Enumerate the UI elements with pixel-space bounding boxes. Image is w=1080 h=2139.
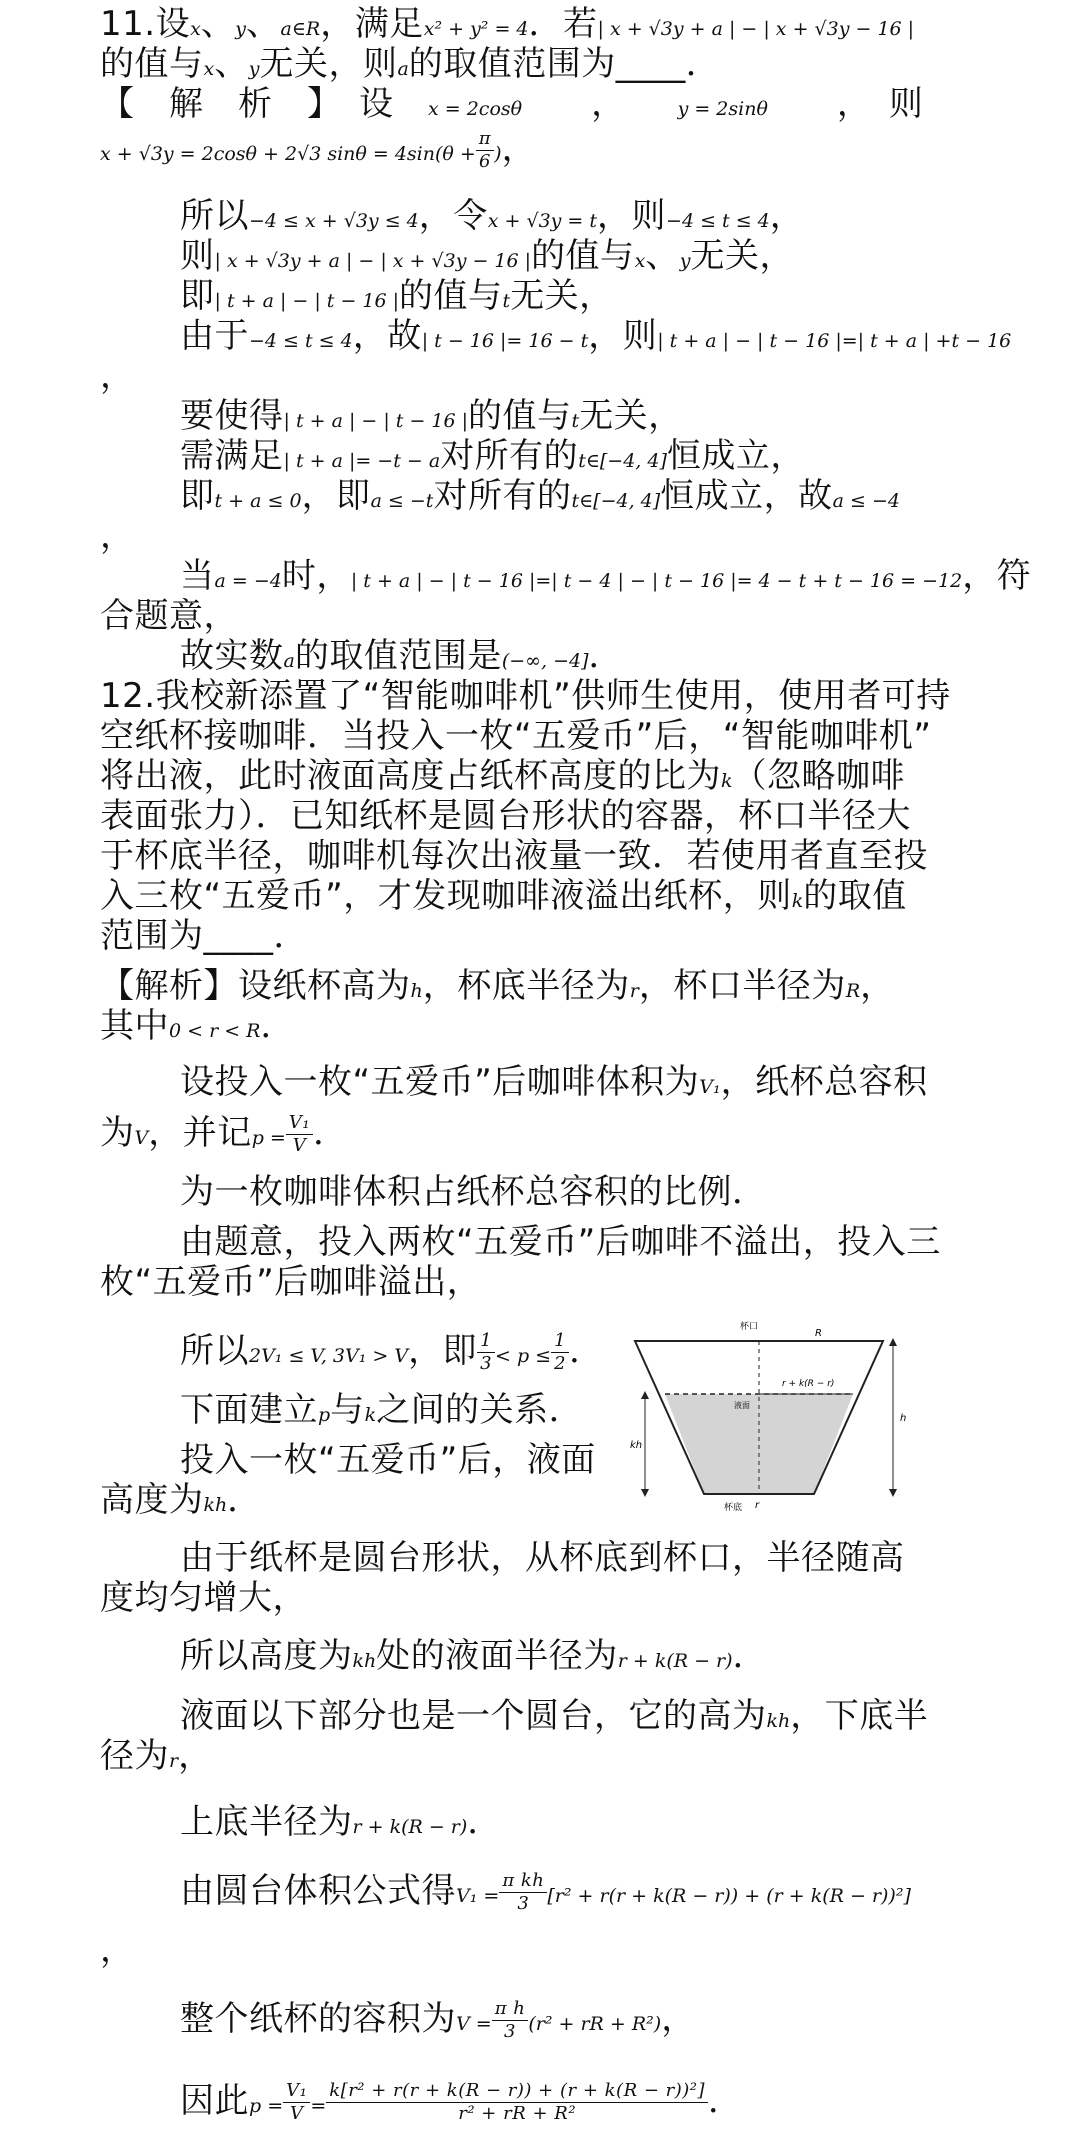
liquid-surface-label: 液面: [734, 1401, 750, 1410]
p11-line-7: 即| t + a | − | t − 16 |的值与t无关，: [180, 276, 614, 316]
p12-sol-10: 投入一枚“五爱币”后，液面: [180, 1440, 596, 1480]
p12-sol-8: 所以2V₁ ≤ V, 3V₁ > V，即 $\frac{1}{3}$ < p ≤ $\frac{1}{2}$ ．: [180, 1330, 604, 1374]
one-third-fraction: $\frac{1}{3}$: [477, 1330, 495, 1375]
pi-h-over-3-fraction: $\frac{\text{π h}}{3}$: [492, 1998, 529, 2043]
p12-sol-20: 整个纸杯的容积为V = $\frac{\text{π h}}{3}$ (r² + rR + R²)，: [180, 1998, 696, 2042]
p12-sol-15: 液面以下部分也是一个圆台，它的高为kh，下底半: [180, 1696, 929, 1736]
height-arrow-head-top: [889, 1338, 897, 1346]
p12-sol-9: 下面建立p与k之间的关系．: [180, 1390, 584, 1430]
bottom-radius-label: r: [755, 1500, 760, 1511]
p12-sol-6: 由题意，投入两枚“五爱币”后咖啡不溢出，投入三: [180, 1222, 941, 1262]
p12-sol-18: 由圆台体积公式得V₁ = $\frac{\text{π kh}}{3}$ [r² + r(r + k(R − r)) + (r + k(R − r))²]: [180, 1870, 911, 1914]
pi-over-six-fraction: $\frac{\pi}{6}$: [476, 128, 494, 173]
p12-sol-17: 上底半径为r + k(R − r)．: [180, 1802, 502, 1842]
p12-line-4: 表面张力）．已知纸杯是圆台形状的容器，杯口半径大: [100, 796, 911, 836]
p12-sol-19: ，: [100, 1930, 135, 1970]
p11-line-12: 即t + a ≤ 0，即a ≤ −t对所有的t∈[−4, 4]恒成立，故a ≤ −4: [180, 476, 900, 516]
v1-over-v-fraction: $\frac{\text{V₁}}{V}$: [286, 1112, 313, 1157]
p12-sol-5: 为一枚咖啡体积占纸杯总容积的比例．: [180, 1172, 767, 1212]
p11-line-14: 当a = −4时，| t + a | − | t − 16 |=| t − 4 | − | t − 16 |= 4 − t + t − 16 = −12，符: [180, 556, 1032, 596]
p12-line-6: 入三枚“五爱币”，才发现咖啡液溢出纸杯，则k的取值: [100, 876, 907, 916]
pi-kh-over-3-fraction: $\frac{\text{π kh}}{3}$: [499, 1870, 547, 1915]
p11-line-4: x + √3y = 2cosθ + 2√3 sinθ = 4sin(θ + $\frac{\pi}{6}$ )，: [100, 128, 537, 172]
cup-bottom-label: 杯底: [724, 1503, 743, 1513]
p12-sol-7: 枚“五爱币”后咖啡溢出，: [100, 1262, 482, 1302]
kh-arrow-head-top: [641, 1391, 649, 1399]
p11-line-15: 合题意，: [100, 596, 238, 636]
p11-line-6: 则| x + √3y + a | − | x + √3y − 16 |的值与x、y无关，: [180, 236, 795, 276]
p12-line-1: 12.我校新添置了“智能咖啡机”供师生使用，使用者可持: [100, 676, 951, 716]
height-label: h: [900, 1413, 907, 1424]
p11-line-13: ，: [100, 516, 135, 556]
p12-sol-2: 其中0 < r < R．: [100, 1006, 295, 1046]
p12-line-7: 范围为____．: [100, 916, 308, 956]
kh-arrow-head-bottom: [641, 1489, 649, 1497]
kh-label: kh: [630, 1440, 643, 1451]
surface-radius-label: r + k(R − r): [782, 1379, 835, 1389]
p12-sol-21: 因此p = $\frac{\text{V₁}}{V}$ = $\frac{\text{k[r² + r(r + k(R − r)) + (r + k(R − r))²]}}{\text{r² + rR + R²}}$ ．: [180, 2080, 743, 2124]
p11-line-2: 的值与x、y无关，则a的取值范围为____．: [100, 44, 721, 84]
p12-sol-12: 由于纸杯是圆台形状，从杯底到杯口，半径随高: [180, 1538, 905, 1578]
p11-line-3: 【 解 析 】 设 x = 2cosθ ， y = 2sinθ ， 则: [100, 84, 924, 124]
v1-over-v-fraction-2: $\frac{\text{V₁}}{V}$: [283, 2080, 310, 2125]
p12-sol-4: 为V，并记p = $\frac{\text{V₁}}{V}$ ．: [100, 1112, 348, 1156]
top-radius-label: R: [815, 1328, 822, 1339]
p12-sol-16: 径为r，: [100, 1736, 213, 1776]
p11-line-8: 由于−4 ≤ t ≤ 4，故| t − 16 |= 16 − t，则| t + a | − | t − 16 |=| t + a | +t − 16: [180, 316, 1012, 356]
cup-mouth-label: 杯口: [740, 1322, 759, 1332]
cup-diagram: [630, 1318, 920, 1533]
one-half-fraction: $\frac{1}{2}$: [551, 1330, 569, 1375]
p11-line-10: 要使得| t + a | − | t − 16 |的值与t无关，: [180, 396, 683, 436]
height-arrow-head-bottom: [889, 1489, 897, 1497]
p12-sol-14: 所以高度为kh处的液面半径为r + k(R − r)．: [180, 1636, 768, 1676]
p12-line-5: 于杯底半径，咖啡机每次出液量一致．若使用者直至投: [100, 836, 928, 876]
p12-sol-11: 高度为kh．: [100, 1480, 262, 1520]
p12-line-3: 将出液，此时液面高度占纸杯高度的比为k（忽略咖啡: [100, 756, 906, 796]
p12-line-2: 空纸杯接咖啡．当投入一枚“五爱币”后，“智能咖啡机”: [100, 716, 932, 756]
p11-line-16: 故实数a的取值范围是(−∞, −4]．: [180, 636, 623, 676]
p12-sol-1: 【解析】设纸杯高为h，杯底半径为r，杯口半径为R，: [100, 966, 895, 1006]
p12-sol-3: 设投入一枚“五爱币”后咖啡体积为V₁，纸杯总容积: [180, 1062, 928, 1102]
p11-line-5: 所以−4 ≤ x + √3y ≤ 4，令x + √3y = t，则−4 ≤ t ≤ 4，: [180, 196, 805, 236]
p12-sol-13: 度均匀增大，: [100, 1578, 307, 1618]
p11-line-1: 11.设x、y、a∈R，满足x² + y² = 4．若| x + √3y + a | − | x + √3y − 16 |: [100, 4, 915, 44]
p-expression-fraction: $\frac{\text{k[r² + r(r + k(R − r)) + (r + k(R − r))²]}}{\text{r² + rR + R²}}$: [326, 2080, 708, 2125]
p11-line-9: ，: [100, 356, 135, 396]
p11-line-11: 需满足| t + a |= −t − a对所有的t∈[−4, 4]恒成立，: [180, 436, 805, 476]
